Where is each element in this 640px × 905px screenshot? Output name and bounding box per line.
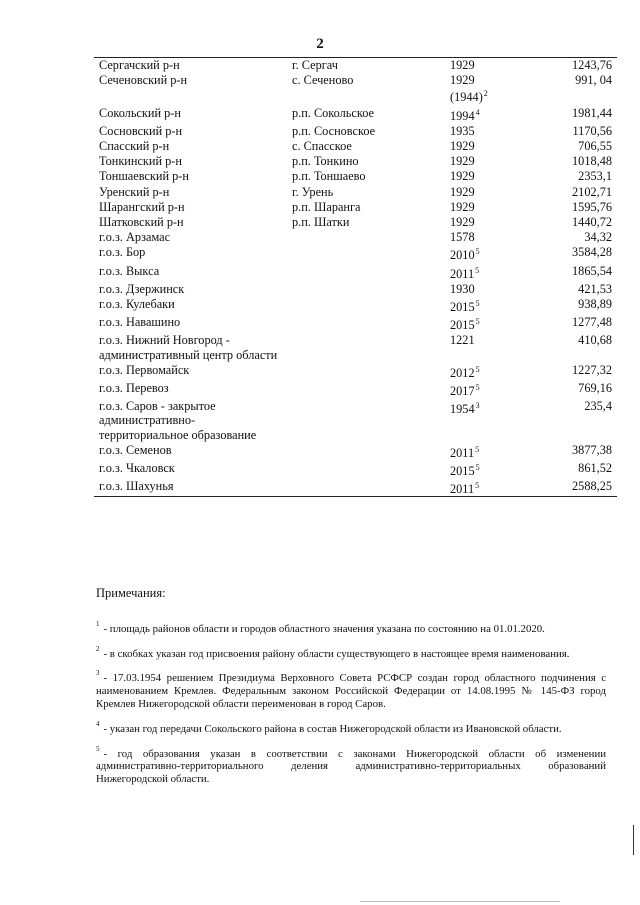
region-name-cell: г.о.з. Навашино xyxy=(99,315,181,330)
region-name-cell: г.о.з. Нижний Новгород - административный центр области xyxy=(99,333,278,362)
year-value: 1929 xyxy=(450,73,475,88)
year-value: 2015 xyxy=(450,318,475,333)
year-cell xyxy=(446,215,526,230)
year-cell xyxy=(446,58,526,73)
table-row xyxy=(95,315,617,333)
region-name-cell: Уренский р-н xyxy=(99,184,170,199)
year-value: 1954 xyxy=(450,402,475,417)
region-name-cell: Сокольский р-н xyxy=(99,105,181,120)
area-cell: 2102,71 xyxy=(526,184,617,199)
year-value: 1578 xyxy=(450,230,475,245)
region-name-cell: г.о.з. Первомайск xyxy=(99,362,190,377)
regions-table xyxy=(94,57,617,497)
year-cell xyxy=(446,73,526,105)
year-value: 1929 xyxy=(450,139,475,154)
year-value: 1930 xyxy=(450,281,475,296)
footnote-ref: 5 xyxy=(475,463,480,473)
admin-center-cell xyxy=(288,442,446,460)
year-value: 1935 xyxy=(450,123,475,138)
area-cell: 1277,48 xyxy=(526,315,617,333)
year-value: 1221 xyxy=(450,333,475,348)
admin-center-cell: р.п. Тонкино xyxy=(288,154,446,169)
area-cell: 769,16 xyxy=(526,381,617,399)
area-cell: 706,55 xyxy=(526,139,617,154)
note-text: - указан год передачи Сокольского района в состав Нижегородской области из Ивановской области. xyxy=(103,722,562,735)
year-cell xyxy=(446,263,526,281)
table-row xyxy=(95,73,617,105)
area-cell: 861,52 xyxy=(526,461,617,479)
table-row xyxy=(95,123,617,138)
admin-center-cell: г. Сергач xyxy=(288,58,446,73)
table-row xyxy=(95,139,617,154)
area-cell: 410,68 xyxy=(526,333,617,362)
footnote-ref: 2 xyxy=(483,89,488,99)
footnote-ref: 5 xyxy=(475,383,480,393)
region-name-cell: Сеченовский р-н xyxy=(99,73,188,88)
year-value: 1929 xyxy=(450,58,475,72)
table-row xyxy=(95,263,617,281)
year-cell xyxy=(446,399,526,443)
table-row xyxy=(95,154,617,169)
table-row xyxy=(95,199,617,214)
footnote-ref: 5 xyxy=(475,444,480,454)
admin-center-cell xyxy=(288,362,446,380)
note-item xyxy=(96,667,606,710)
area-cell: 1981,44 xyxy=(526,105,617,123)
table-row xyxy=(95,184,617,199)
area-cell: 2353,1 xyxy=(526,169,617,184)
note-text: - в скобках указан год присвоения району области существующего в настоящее время наименования. xyxy=(103,647,570,660)
year-cell xyxy=(446,139,526,154)
table-row xyxy=(95,245,617,263)
area-cell: 34,32 xyxy=(526,230,617,245)
table-row xyxy=(95,297,617,315)
admin-center-cell xyxy=(288,281,446,296)
year-cell xyxy=(446,315,526,333)
year-value: 2011 xyxy=(450,266,475,281)
year-value: 1929 xyxy=(450,184,475,199)
year-cell xyxy=(446,123,526,138)
year-value: 2012 xyxy=(450,365,475,380)
year-value: 1929 xyxy=(450,154,475,169)
admin-center-cell xyxy=(288,333,446,362)
admin-center-cell: с. Спасское xyxy=(288,139,446,154)
area-cell: 1865,54 xyxy=(526,263,617,281)
year-cell xyxy=(446,442,526,460)
note-number: 2 xyxy=(96,644,100,653)
year-cell xyxy=(446,245,526,263)
region-name-cell: г.о.з. Чкаловск xyxy=(99,461,175,476)
year-cell xyxy=(446,333,526,362)
region-name-cell: г.о.з. Семенов xyxy=(99,442,172,457)
area-cell: 1243,76 xyxy=(526,58,617,73)
note-number: 5 xyxy=(96,744,100,753)
footnote-ref: 4 xyxy=(475,107,480,117)
area-cell: 3584,28 xyxy=(526,245,617,263)
table-row xyxy=(95,399,617,443)
note-text: - 17.03.1954 решением Президиума Верховного Совета РСФСР создан город областного подчинения с наименованием Кремлев. Федеральным законом Российской Федерации от 14.08.1995 № 145-ФЗ город Кремлев Нижегородской области переименован в город Саров. xyxy=(96,672,606,710)
region-name-cell: Тонкинский р-н xyxy=(99,154,182,169)
table-row xyxy=(95,362,617,380)
year-cell xyxy=(446,184,526,199)
admin-center-cell: р.п. Шаранга xyxy=(288,199,446,214)
note-text: - год образования указан в соответствии с законами Нижегородской области об изменении административно-территориального деления административно-территориальных образований Нижегородской области. xyxy=(96,747,606,786)
admin-center-cell xyxy=(288,297,446,315)
admin-center-cell xyxy=(288,381,446,399)
page-number: 2 xyxy=(316,36,324,52)
region-name-cell: г.о.з. Перевоз xyxy=(99,381,169,396)
region-name-cell: Сергачский р-н xyxy=(95,58,288,73)
table-row xyxy=(95,381,617,399)
region-name-cell: г.о.з. Саров - закрытое административно-территориальное образование xyxy=(99,399,257,442)
footnote-ref: 5 xyxy=(475,317,480,327)
table-row xyxy=(95,215,617,230)
regions-table-body xyxy=(95,58,617,497)
footnote-ref: 5 xyxy=(475,247,480,257)
table-row xyxy=(95,442,617,460)
admin-center-cell xyxy=(288,263,446,281)
year-value: 1929 xyxy=(450,169,475,184)
admin-center-cell: р.п. Сокольское xyxy=(288,105,446,123)
region-name-cell: г.о.з. Выкса xyxy=(99,263,160,278)
year-value: 2010 xyxy=(450,248,475,263)
year-value: 2011 xyxy=(450,482,475,497)
note-item xyxy=(96,618,606,636)
footnote-ref: 5 xyxy=(475,481,480,491)
notes-section xyxy=(96,587,606,793)
region-name-cell: Шатковский р-н xyxy=(99,215,184,230)
admin-center-cell xyxy=(288,230,446,245)
admin-center-cell xyxy=(288,461,446,479)
table-row xyxy=(95,281,617,296)
footnote-ref: 5 xyxy=(475,364,480,374)
year-value: 2017 xyxy=(450,384,475,399)
admin-center-cell xyxy=(288,315,446,333)
year-cell xyxy=(446,169,526,184)
area-cell: 1227,32 xyxy=(526,362,617,380)
year-cell xyxy=(446,461,526,479)
area-cell: 991, 04 xyxy=(526,73,617,105)
area-cell: 235,4 xyxy=(526,399,617,443)
year-value: 1994 xyxy=(450,108,475,123)
area-cell: 1018,48 xyxy=(526,154,617,169)
area-cell: 1440,72 xyxy=(526,215,617,230)
year-cell xyxy=(446,105,526,123)
area-cell: 3877,38 xyxy=(526,442,617,460)
admin-center-cell xyxy=(288,479,446,497)
year-value: 1929 xyxy=(450,199,475,214)
region-name-cell: г.о.з. Шахунья xyxy=(95,479,288,497)
area-cell: 938,89 xyxy=(526,297,617,315)
note-item xyxy=(96,643,606,661)
year-cell xyxy=(446,362,526,380)
admin-center-cell: г. Урень xyxy=(288,184,446,199)
area-cell: 1170,56 xyxy=(526,123,617,138)
year-cell xyxy=(446,281,526,296)
area-cell: 1595,76 xyxy=(526,199,617,214)
table-row xyxy=(95,230,617,245)
admin-center-cell: р.п. Тоншаево xyxy=(288,169,446,184)
admin-center-cell xyxy=(288,399,446,443)
region-name-cell: Спасский р-н xyxy=(99,139,170,154)
year-cell xyxy=(446,154,526,169)
table-row xyxy=(95,333,617,362)
note-text: - площадь районов области и городов областного значения указана по состоянию на 01.01.2020. xyxy=(103,622,545,635)
admin-center-cell: р.п. Шатки xyxy=(288,215,446,230)
table-row xyxy=(95,105,617,123)
year-cell xyxy=(446,199,526,214)
table-row xyxy=(95,58,617,73)
region-name-cell: г.о.з. Кулебаки xyxy=(99,297,175,312)
year-cell xyxy=(446,381,526,399)
note-number: 1 xyxy=(96,619,100,628)
note-item xyxy=(96,718,606,736)
year-value: 1929 xyxy=(450,215,475,230)
region-name-cell: г.о.з. Арзамас xyxy=(99,230,171,245)
area-cell: 2588,25 xyxy=(526,479,617,497)
footnote-ref: 5 xyxy=(475,299,480,309)
notes-list xyxy=(96,618,606,786)
area-cell: 421,53 xyxy=(526,281,617,296)
region-name-cell: г.о.з. Бор xyxy=(99,245,146,260)
region-name-cell: г.о.з. Дзержинск xyxy=(99,281,185,296)
footnote-ref: 5 xyxy=(475,265,480,275)
year-cell xyxy=(446,230,526,245)
year-value: 2015 xyxy=(450,464,475,479)
table-row xyxy=(95,479,617,497)
scan-bottom-rule xyxy=(360,901,560,902)
admin-center-cell xyxy=(288,245,446,263)
admin-center-cell: с. Сеченово xyxy=(288,73,446,105)
table-row xyxy=(95,461,617,479)
footnote-ref: 3 xyxy=(475,401,480,411)
year-value: 2015 xyxy=(450,300,475,315)
year-cell xyxy=(446,297,526,315)
notes-title: Примечания: xyxy=(96,586,166,600)
note-number: 4 xyxy=(96,719,100,728)
region-name-cell: Тоншаевский р-н xyxy=(99,169,189,184)
region-name-cell: Сосновский р-н xyxy=(99,123,183,138)
year-value: 2011 xyxy=(450,445,475,460)
note-number: 3 xyxy=(96,669,100,678)
note-item xyxy=(96,743,606,786)
year-cell xyxy=(446,479,526,497)
region-name-cell: Шарангский р-н xyxy=(99,199,185,214)
table-row xyxy=(95,169,617,184)
scan-edge-mark xyxy=(633,825,634,855)
admin-center-cell: р.п. Сосновское xyxy=(288,123,446,138)
year-rename: (1944) xyxy=(450,90,483,105)
